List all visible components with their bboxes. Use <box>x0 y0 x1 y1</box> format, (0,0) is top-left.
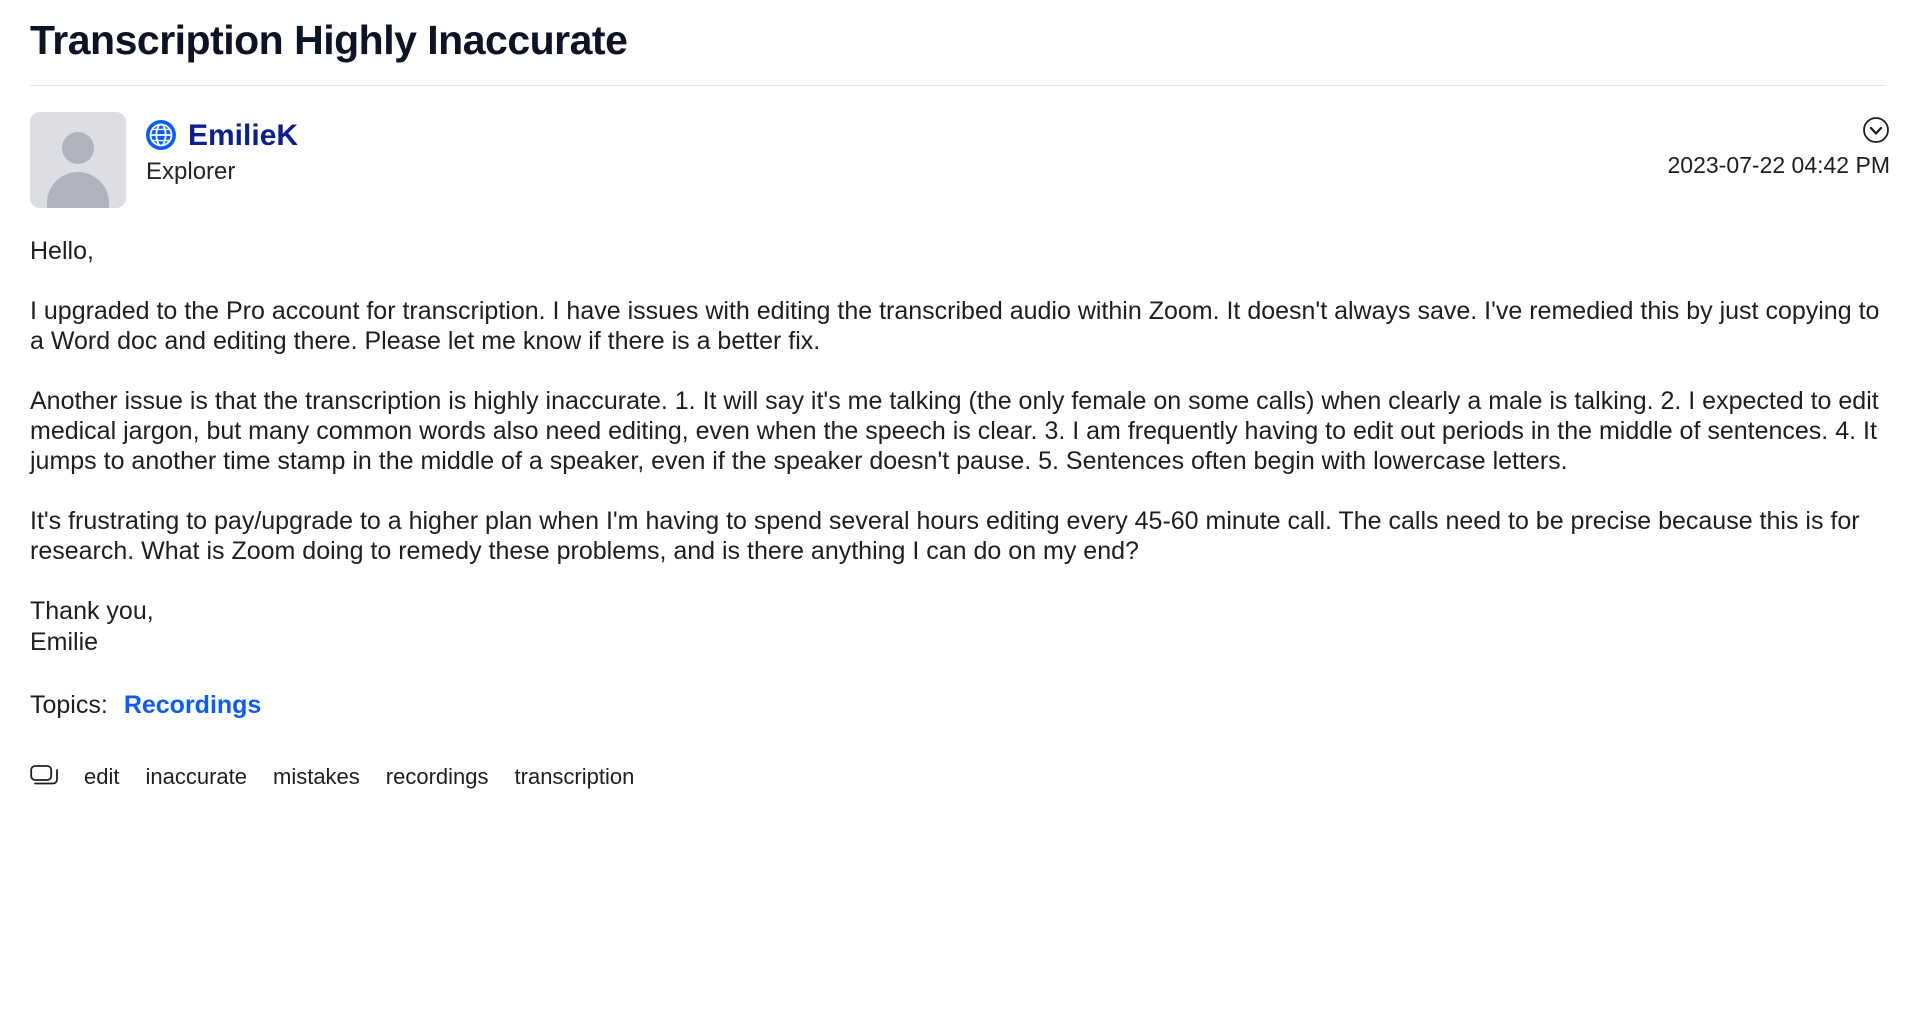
post-paragraph-1: Hello, <box>30 237 94 266</box>
topics-row <box>30 691 1890 720</box>
header-divider <box>30 85 1886 86</box>
globe-icon <box>144 118 178 152</box>
tag-recordings[interactable]: recordings <box>385 764 489 790</box>
author-block <box>144 112 298 186</box>
signature-line-2: Emilie <box>30 627 99 656</box>
topic-link-recordings[interactable]: Recordings <box>123 691 262 720</box>
post-signature <box>30 596 1890 657</box>
post-meta <box>1668 116 1891 179</box>
topics-label: Topics: <box>30 691 108 720</box>
author-rank: Explorer <box>146 158 236 186</box>
signature-line-1: Thank you, <box>30 597 154 626</box>
tag-edit[interactable]: edit <box>84 764 120 790</box>
post-container <box>30 112 1890 790</box>
tag-mistakes[interactable]: mistakes <box>273 764 360 790</box>
post-body <box>30 236 1890 657</box>
post-paragraph-3: Another issue is that the transcription is highly inaccurate. 1. It will say it's me talking (the only female on some calls) when clearly a male is talking. 2. I expected to edit medical jargon, but many common words also need editing, even when the speech is clear. 3. I am frequently having to edit out periods in the middle of sentences. 4. It jumps to another time stamp in the middle of a speaker, even if the speaker doesn't pause. 5. Sentences often begin with lowercase letters. <box>30 387 1879 476</box>
avatar-head-shape <box>62 132 94 164</box>
post-header <box>30 112 1890 208</box>
chevron-down-circle-icon[interactable] <box>1862 116 1890 144</box>
tag-icon <box>30 764 60 790</box>
post-paragraph-2: I upgraded to the Pro account for transcription. I have issues with editing the transcribed audio within Zoom. It doesn't always save. I've remedied this by just copying to a Word doc and editing there. Please let me know if there is a better fix. <box>30 297 1880 356</box>
tag-transcription[interactable]: transcription <box>514 764 635 790</box>
tag-inaccurate[interactable]: inaccurate <box>145 764 247 790</box>
author-name[interactable]: EmilieK <box>188 118 299 152</box>
post-timestamp: 2023-07-22 04:42 PM <box>1667 152 1890 179</box>
post-paragraph-4: It's frustrating to pay/upgrade to a higher plan when I'm having to spend several hours editing every 45-60 minute call. The calls need to be precise because this is for research. What is Zoom doing to remedy these problems, and is there anything I can do on my end? <box>30 507 1860 566</box>
tag-row <box>30 764 1890 790</box>
author-line <box>144 118 298 152</box>
avatar-body-shape <box>47 172 109 208</box>
page-title: Transcription Highly Inaccurate <box>30 17 628 63</box>
avatar[interactable] <box>30 112 126 208</box>
